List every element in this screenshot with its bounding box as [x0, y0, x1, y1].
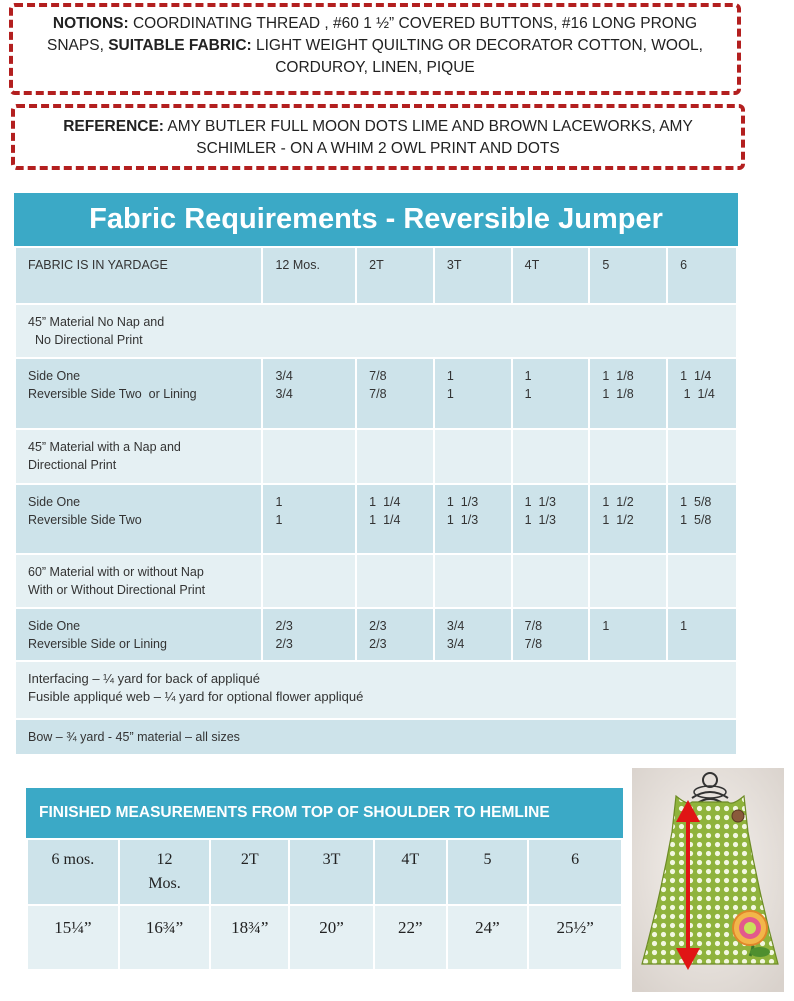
- header-cell: 3T: [434, 247, 512, 304]
- size-cell: 12 Mos.: [119, 839, 211, 905]
- cell: 1 1: [434, 358, 512, 429]
- value-cell: 25½”: [528, 905, 622, 970]
- header-cell: 2T: [356, 247, 434, 304]
- value-cell: 15¼”: [27, 905, 119, 970]
- header-cell: 4T: [512, 247, 590, 304]
- cell: 7/8 7/8: [512, 608, 590, 661]
- size-cell: 2T: [210, 839, 289, 905]
- sizes-row: [27, 839, 622, 905]
- cell: [262, 429, 356, 484]
- cell: 1: [667, 608, 737, 661]
- table-row: [15, 304, 737, 358]
- cell: [356, 429, 434, 484]
- cell: 3/4 3/4: [434, 608, 512, 661]
- cell: 7/8 7/8: [356, 358, 434, 429]
- interfacing-note: Interfacing – ¼ yard for back of appliqué Fusible appliqué web – ¼ yard for optional flower appliqué: [15, 661, 737, 719]
- table-row: [15, 429, 737, 484]
- measurements-title: FINISHED MEASUREMENTS FROM TOP OF SHOULDER TO HEMLINE: [26, 788, 623, 838]
- fabric-header-row: [15, 247, 737, 304]
- cell: 1 1/2 1 1/2: [589, 484, 667, 554]
- size-cell: 3T: [289, 839, 374, 905]
- cell: [356, 554, 434, 608]
- reference-box: [11, 104, 745, 170]
- row-label: 45” Material with a Nap and Directional Print: [15, 429, 262, 484]
- notions-text: COORDINATING THREAD , #60 1 ½” COVERED BUTTONS, #16 LONG PRONG SNAPS,: [47, 15, 698, 54]
- measurements-table: [26, 838, 623, 971]
- values-row: [27, 905, 622, 970]
- button-icon: [732, 810, 744, 822]
- value-cell: 24”: [447, 905, 529, 970]
- finished-measurements: [26, 788, 623, 971]
- table-row: [15, 719, 737, 755]
- suitable-fabric-text: LIGHT WEIGHT QUILTING OR DECORATOR COTTON, WOOL, CORDUROY, LINEN, PIQUE: [251, 37, 703, 76]
- suitable-fabric-label: SUITABLE FABRIC:: [108, 37, 252, 54]
- table-row: [15, 554, 737, 608]
- cell: 1 1: [262, 484, 356, 554]
- cell: 1 1/3 1 1/3: [434, 484, 512, 554]
- notions-label: NOTIONS:: [52, 15, 129, 32]
- row-label: Side One Reversible Side or Lining: [15, 608, 262, 661]
- cell: 2/3 2/3: [262, 608, 356, 661]
- header-cell: 6: [667, 247, 737, 304]
- cell: 1 1/4 1 1/4: [356, 484, 434, 554]
- value-cell: 16¾”: [119, 905, 211, 970]
- header-cell: 12 Mos.: [262, 247, 356, 304]
- bow-note: Bow – ¾ yard - 45” material – all sizes: [15, 719, 737, 755]
- cell: [667, 554, 737, 608]
- cell: 1 1/3 1 1/3: [512, 484, 590, 554]
- cell: [262, 554, 356, 608]
- row-label: 60” Material with or without Nap With or Without Directional Print: [15, 554, 262, 608]
- value-cell: 22”: [374, 905, 447, 970]
- cell: 3/4 3/4: [262, 358, 356, 429]
- table-row: [15, 661, 737, 719]
- size-cell: 5: [447, 839, 529, 905]
- cell: [667, 429, 737, 484]
- value-cell: 20”: [289, 905, 374, 970]
- reference-text: AMY BUTLER FULL MOON DOTS LIME AND BROWN LACEWORKS, AMY SCHIMLER - ON A WHIM 2 OWL PRINT AND DOTS: [163, 118, 693, 157]
- size-cell: 6 mos.: [27, 839, 119, 905]
- cell: [512, 429, 590, 484]
- cell: 1 1/4 1 1/4: [667, 358, 737, 429]
- cell: 1 5/8 1 5/8: [667, 484, 737, 554]
- fabric-table: [14, 246, 738, 756]
- cell: [434, 429, 512, 484]
- value-cell: 18¾”: [210, 905, 289, 970]
- table-row: [15, 358, 737, 429]
- row-label: Side One Reversible Side Two or Lining: [15, 358, 262, 429]
- size-cell: 6: [528, 839, 622, 905]
- table-row: [15, 484, 737, 554]
- cell: 1 1/8 1 1/8: [589, 358, 667, 429]
- reference-label: REFERENCE:: [63, 118, 164, 135]
- cell: 2/3 2/3: [356, 608, 434, 661]
- cell: [512, 554, 590, 608]
- jumper-dress-photo: [632, 768, 784, 992]
- row-label: 45” Material No Nap and No Directional Print: [15, 304, 737, 358]
- table-row: [15, 608, 737, 661]
- header-cell: 5: [589, 247, 667, 304]
- fabric-title: Fabric Requirements - Reversible Jumper: [14, 193, 738, 246]
- fabric-requirements: [14, 193, 738, 756]
- size-cell: 4T: [374, 839, 447, 905]
- cell: [434, 554, 512, 608]
- cell: [589, 429, 667, 484]
- cell: 1: [589, 608, 667, 661]
- notions-box: [9, 3, 741, 95]
- row-label: Side One Reversible Side Two: [15, 484, 262, 554]
- cell: [589, 554, 667, 608]
- cell: 1 1: [512, 358, 590, 429]
- header-cell: FABRIC IS IN YARDAGE: [15, 247, 262, 304]
